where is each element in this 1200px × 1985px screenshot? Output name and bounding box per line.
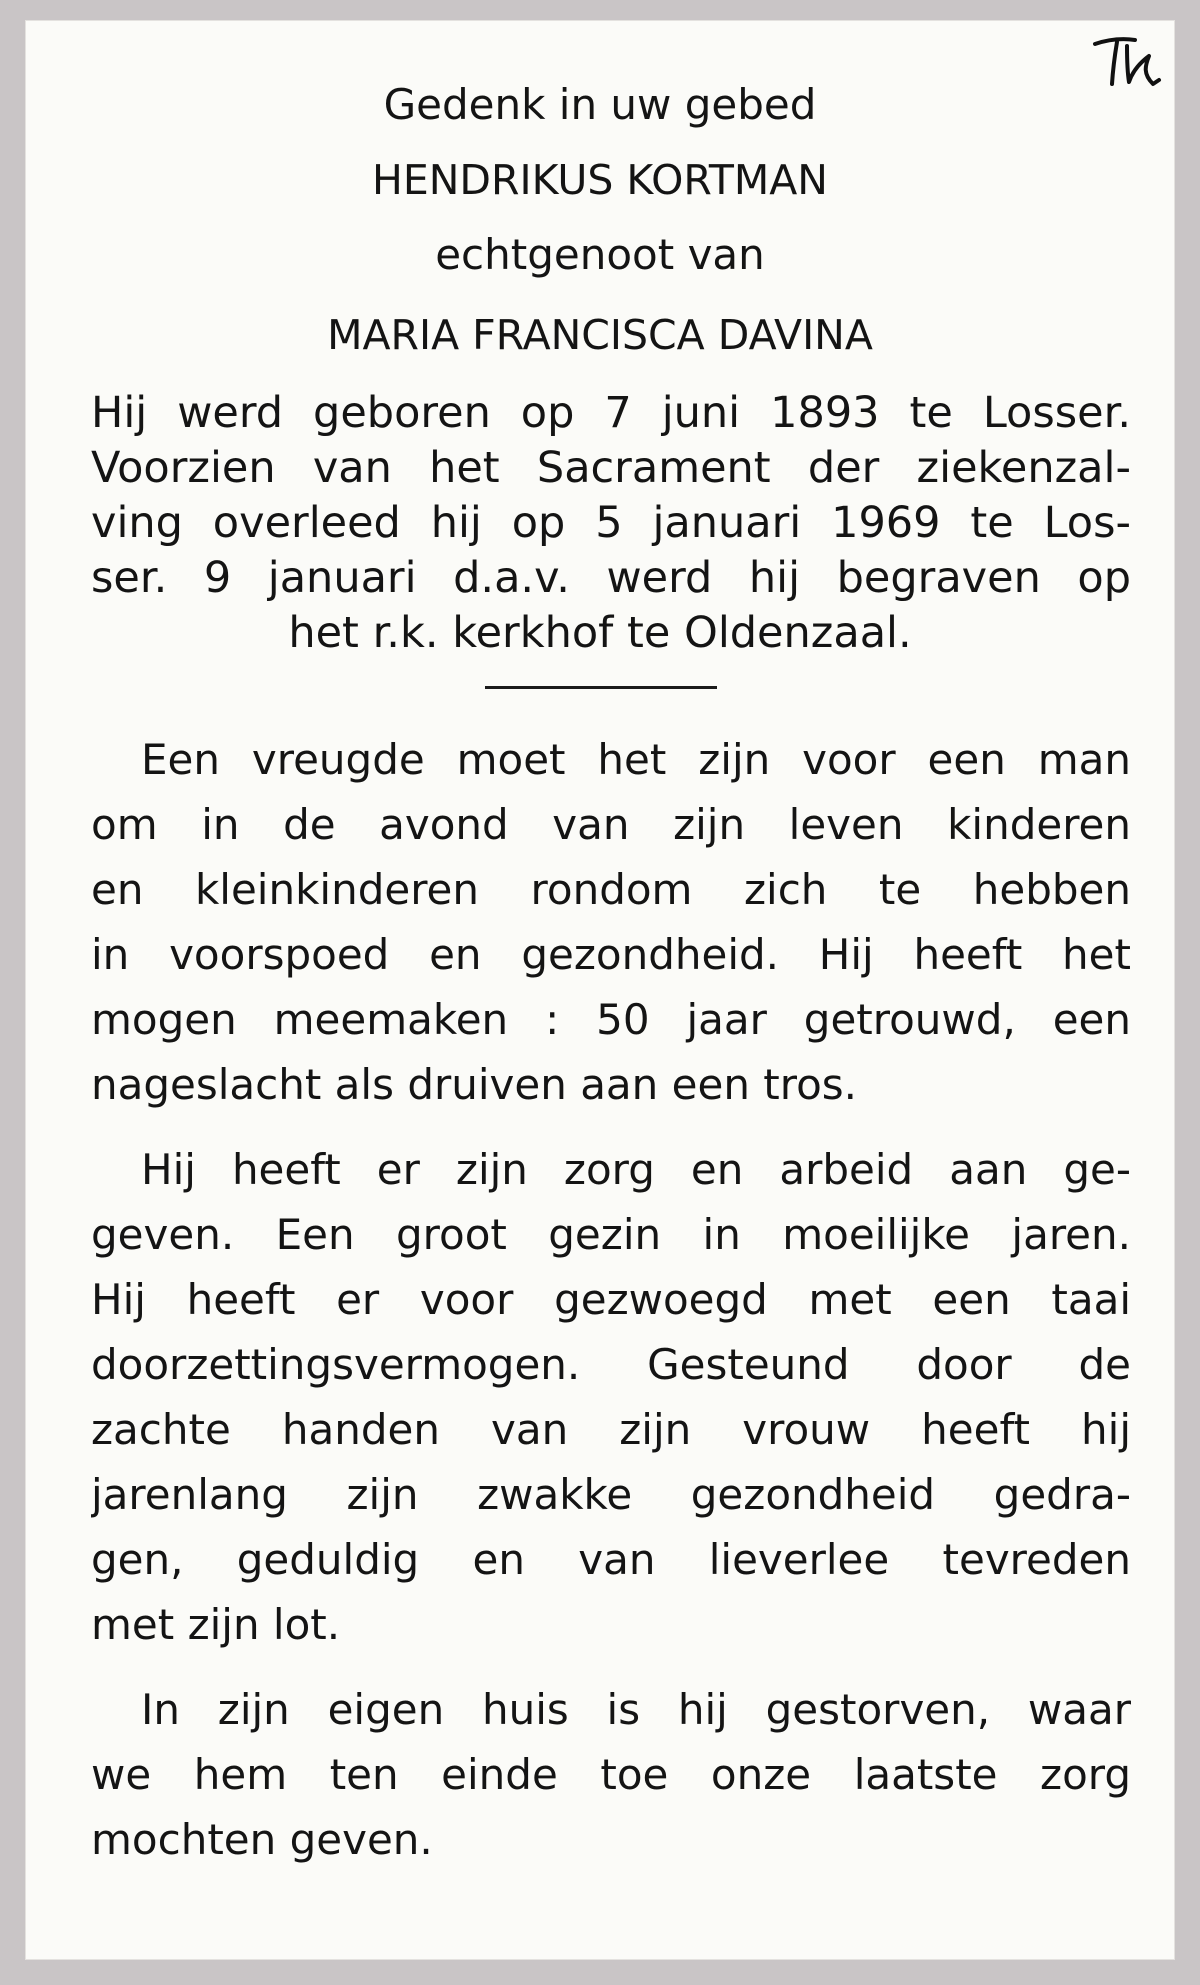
spouse-name: MARIA FRANCISCA DAVINA [327,311,873,359]
paragraph-line: we hem ten einde toe onze laatste zorg [91,1750,1131,1799]
prayer-heading: Gedenk in uw gebed [383,80,817,129]
paragraph-line: om in de avond van zijn leven kinderen [91,800,1131,849]
bio-line: Hij werd geboren op 7 juni 1893 te Losser. [91,388,1131,438]
paragraph-line: nageslacht als druiven aan een tros. [91,1060,858,1109]
paragraph-line: geven. Een groot gezin in moeilijke jaren. [91,1210,1131,1259]
paragraph-line: Hij heeft er voor gezwoegd met een taai [91,1275,1131,1324]
memorial-card [25,20,1175,1960]
divider-rule [485,686,717,689]
paragraph-line: jarenlang zijn zwakke gezondheid gedra- [91,1470,1131,1519]
paragraph-line: Hij heeft er zijn zorg en arbeid aan ge- [141,1145,1131,1194]
deceased-name: HENDRIKUS KORTMAN [372,156,828,204]
relation-text: echtgenoot van [435,230,765,279]
paragraph-line: met zijn lot. [91,1600,341,1649]
paragraph-line: gen, geduldig en van lieverlee tevreden [91,1535,1131,1584]
bio-line: het r.k. kerkhof te Oldenzaal. [288,608,912,658]
paragraph-line: doorzettingsvermogen. Gesteund door de [91,1340,1131,1389]
bio-line: Voorzien van het Sacrament der ziekenzal- [91,443,1131,493]
paragraph-line: In zijn eigen huis is hij gestorven, waar [141,1685,1131,1734]
paragraph-line: mogen meemaken : 50 jaar getrouwd, een [91,995,1131,1044]
paragraph-line: mochten geven. [91,1815,433,1864]
paragraph-line: in voorspoed en gezondheid. Hij heeft het [91,930,1131,979]
paragraph-line: zachte handen van zijn vrouw heeft hij [91,1405,1131,1454]
paragraph-line: Een vreugde moet het zijn voor een man [141,735,1131,784]
bio-line: ser. 9 januari d.a.v. werd hij begraven op [91,553,1131,603]
paragraph-line: en kleinkinderen rondom zich te hebben [91,865,1131,914]
bio-line: ving overleed hij op 5 januari 1969 te Los- [91,498,1131,548]
